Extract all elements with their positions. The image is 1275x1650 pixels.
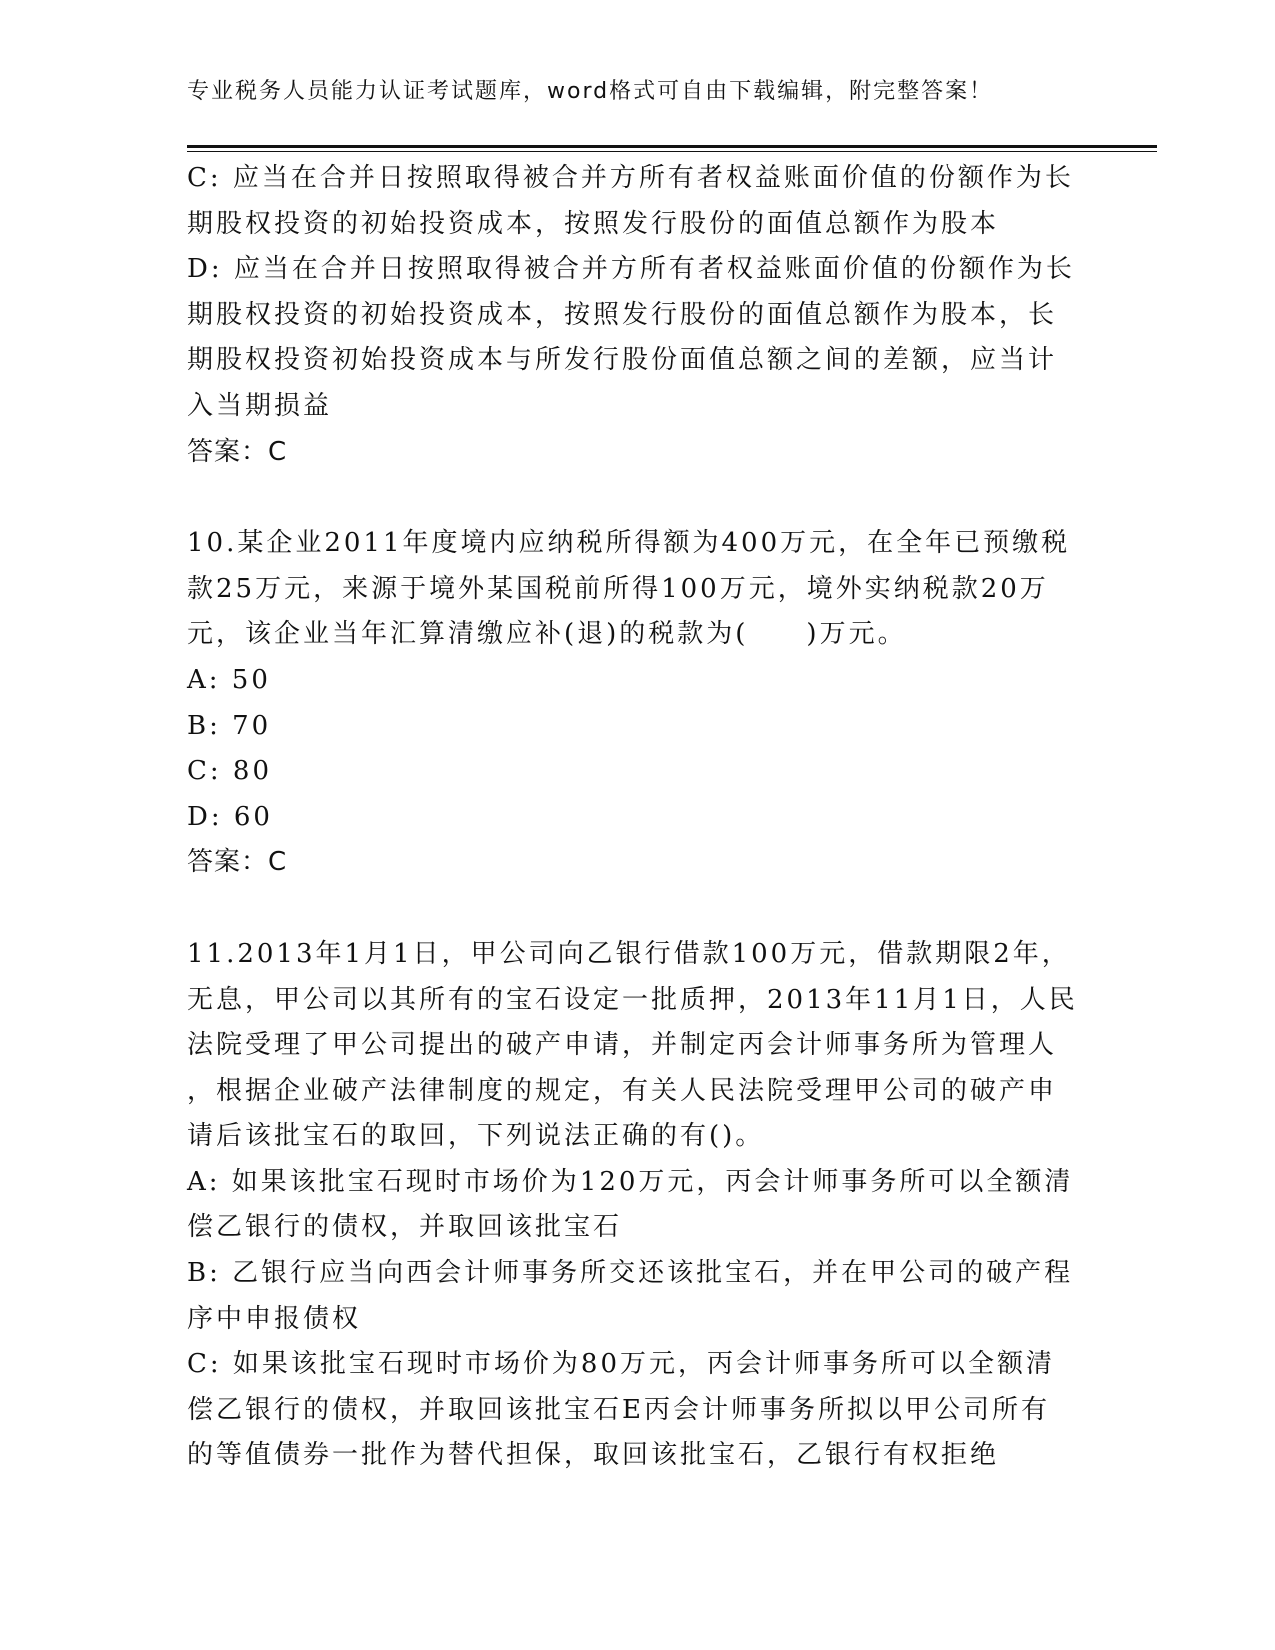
spacer — [187, 475, 1087, 521]
question-10-option-c: C: 80 — [187, 756, 273, 787]
text-line: 款25万元，来源于境外某国税前所得100万元，境外实纳税款20万 — [187, 573, 1049, 604]
question-10-answer: 答案：C — [187, 847, 288, 878]
text-line: 期股权投资的初始投资成本，按照发行股份的面值总额作为股本 — [187, 208, 1000, 239]
text-line: 10.某企业2011年度境内应纳税所得额为400万元，在全年已预缴税 — [187, 528, 1071, 559]
text-line: 无息，甲公司以其所有的宝石设定一批质押，2013年11月1日，人民 — [187, 984, 1078, 1015]
text-line: ，根据企业破产法律制度的规定，有关人民法院受理甲公司的破产申 — [187, 1075, 1058, 1106]
text-line: A: 如果该批宝石现时市场价为120万元，丙会计师事务所可以全额清 — [187, 1166, 1074, 1197]
text-line: 入当期损益 — [187, 390, 333, 421]
text-line: 法院受理了甲公司提出的破产申请，并制定丙会计师事务所为管理人 — [187, 1030, 1058, 1061]
text-line: 偿乙银行的债权，并取回该批宝石 — [187, 1212, 623, 1243]
text-line: 偿乙银行的债权，并取回该批宝石E丙会计师事务所拟以甲公司所有 — [187, 1394, 1050, 1425]
question-10-stem — [187, 521, 1087, 658]
question-10 — [187, 521, 1087, 886]
text-line: 期股权投资的初始投资成本，按照发行股份的面值总额作为股本，长 — [187, 299, 1058, 330]
question-11-option-c — [187, 1342, 1087, 1479]
question-11 — [187, 932, 1087, 1479]
page-header: 专业税务人员能力认证考试题库，word格式可自由下载编辑，附完整答案！ — [187, 79, 994, 104]
text-line: C: 应当在合并日按照取得被合并方所有者权益账面价值的份额作为长 — [187, 163, 1074, 193]
header-rule-thick — [187, 145, 1157, 148]
question-9-answer: 答案：C — [187, 436, 288, 467]
text-line: 11.2013年1月1日，甲公司向乙银行借款100万元，借款期限2年， — [187, 938, 1071, 969]
header-rule-thin — [187, 151, 1157, 152]
question-11-option-b — [187, 1251, 1087, 1342]
text-line: 期股权投资初始投资成本与所发行股份面值总额之间的差额，应当计 — [187, 345, 1058, 376]
spacer — [187, 886, 1087, 932]
text-line: 的等值债券一批作为替代担保，取回该批宝石，乙银行有权拒绝 — [187, 1440, 1000, 1471]
question-9-option-d — [187, 247, 1087, 429]
text-line: D: 应当在合并日按照取得被合并方所有者权益账面价值的份额作为长 — [187, 254, 1075, 285]
document-body — [187, 156, 1087, 1479]
text-line: 请后该批宝石的取回，下列说法正确的有()。 — [187, 1121, 765, 1152]
question-10-option-b: B: 70 — [187, 710, 272, 741]
question-10-option-a: A: 50 — [187, 664, 271, 695]
text-line: B: 乙银行应当向西会计师事务所交还该批宝石，并在甲公司的破产程 — [187, 1258, 1074, 1289]
question-11-stem — [187, 932, 1087, 1160]
question-10-option-d: D: 60 — [187, 801, 273, 832]
text-line: C: 如果该批宝石现时市场价为80万元，丙会计师事务所可以全额清 — [187, 1349, 1056, 1380]
text-line: 元，该企业当年汇算清缴应补(退)的税款为( )万元。 — [187, 619, 907, 650]
question-9-option-c — [187, 156, 1087, 247]
text-line: 序中申报债权 — [187, 1303, 362, 1334]
question-11-option-a — [187, 1160, 1087, 1251]
